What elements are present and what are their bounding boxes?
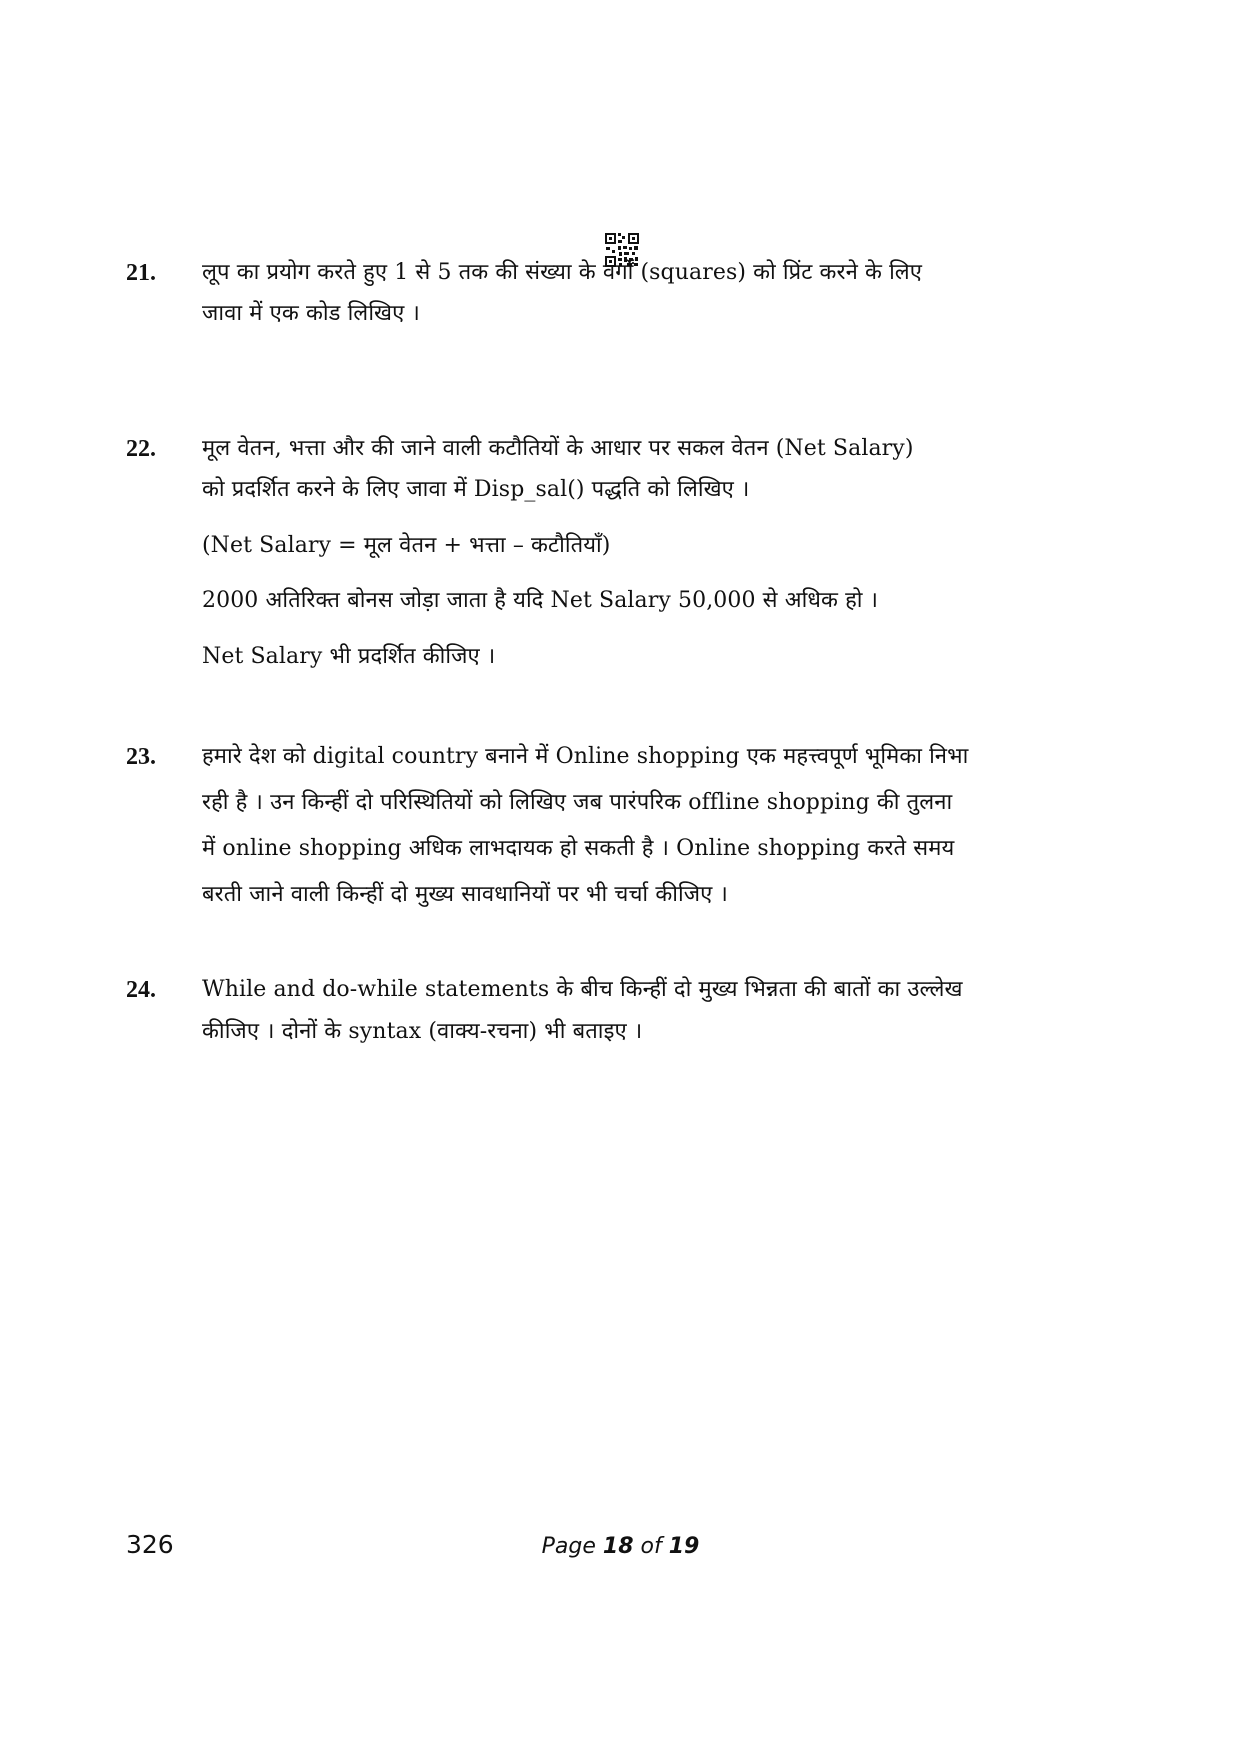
question-22-bonus-rule: 2000 अतिरिक्त बोनस जोड़ा जाता है यदि Net Salary 50,000 से अधिक हो । [202, 588, 879, 613]
question-number: 24. [126, 977, 156, 1003]
page-of: of [640, 1534, 662, 1559]
page-number [0, 1532, 1241, 1562]
question-23-line-3: में online shopping अधिक लाभदायक हो सकती है । Online shopping करते समय [202, 836, 955, 861]
page-prefix: Page [541, 1534, 596, 1559]
question-21-line-1: लूप का प्रयोग करते हुए 1 से 5 तक की संख्या के वर्गों (squares) को प्रिंट करने के लिए [202, 260, 923, 285]
question-24-line-2: कीजिए । दोनों के syntax (वाक्य-रचना) भी बताइए । [202, 1019, 643, 1044]
question-number: 22. [126, 436, 156, 462]
page-total: 19 [668, 1534, 700, 1559]
question-24-line-1: While and do-while statements के बीच किन्हीं दो मुख्य भिन्नता की बातों का उल्लेख [202, 977, 963, 1002]
question-21-line-2: जावा में एक कोड लिखिए । [202, 301, 420, 326]
question-23-line-1: हमारे देश को digital country बनाने में Online shopping एक महत्त्वपूर्ण भूमिका निभा [202, 744, 969, 769]
page-current: 18 [602, 1534, 634, 1559]
question-22-display-instruction: Net Salary भी प्रदर्शित कीजिए । [202, 644, 496, 669]
question-number: 23. [126, 744, 156, 770]
question-23-line-2: रही है । उन किन्हीं दो परिस्थितियों को लिखिए जब पारंपरिक offline shopping की तुलना [202, 790, 953, 815]
question-22-line-2: को प्रदर्शित करने के लिए जावा में Disp_sal() पद्धति को लिखिए । [202, 477, 750, 502]
question-22-formula: (Net Salary = मूल वेतन + भत्ता – कटौतियाँ) [202, 533, 611, 558]
question-number: 21. [126, 260, 156, 286]
paper-code: 326 [126, 1530, 174, 1559]
question-23-line-4: बरती जाने वाली किन्हीं दो मुख्य सावधानियों पर भी चर्चा कीजिए । [202, 882, 728, 907]
question-22-line-1: मूल वेतन, भत्ता और की जाने वाली कटौतियों के आधार पर सकल वेतन (Net Salary) [202, 436, 914, 461]
